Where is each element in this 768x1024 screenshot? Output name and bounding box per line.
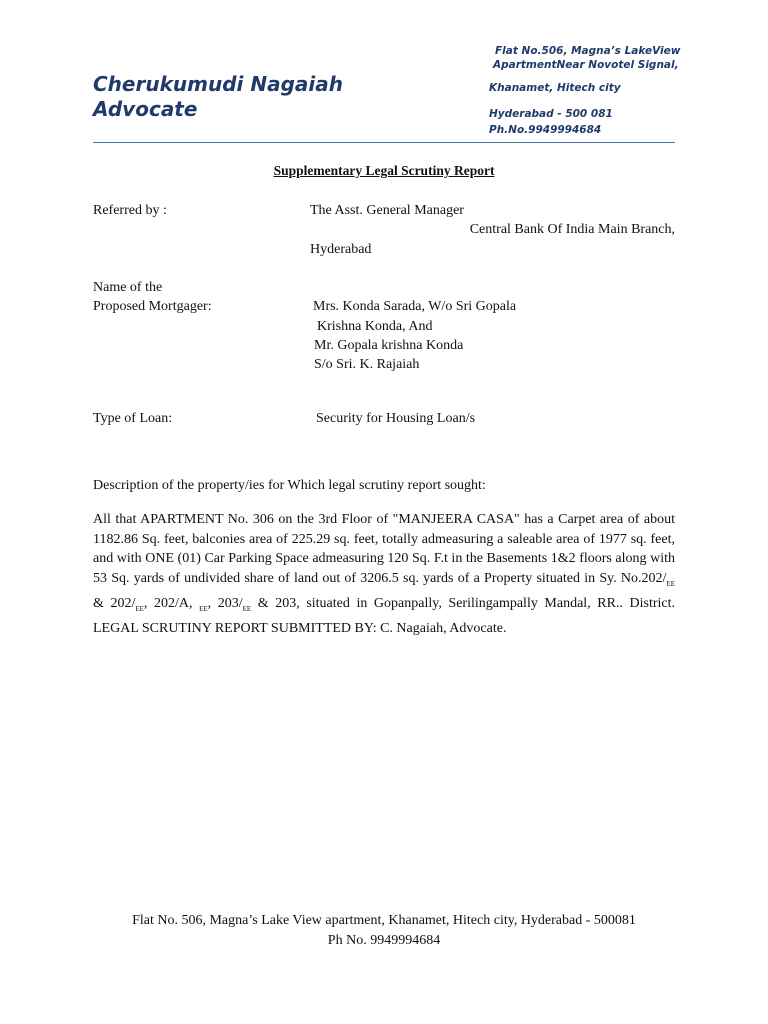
letterhead-divider (93, 142, 675, 143)
letterhead-name (93, 72, 343, 122)
referred-by-label: Referred by : (93, 203, 167, 218)
mortgager-label: Name of the (93, 280, 163, 295)
survey-subscript: EE (199, 604, 208, 613)
letterhead-address-line: Khanamet, Hitech city (489, 82, 621, 94)
description-text: & 202/ (93, 595, 136, 611)
footer-phone: Ph No. 9949994684 (327, 932, 441, 948)
letterhead-phone: Ph.No.9949994684 (489, 124, 602, 136)
survey-subscript: EE (135, 604, 144, 613)
loan-type-value: Security for Housing Loan/s (316, 411, 476, 426)
description-text: , 203/ (207, 595, 243, 611)
mortgager-line: S/o Sri. K. Rajaiah (314, 357, 420, 372)
advocate-name: Cherukumudi Nagaiah (93, 72, 343, 96)
survey-subscript: EE (666, 579, 675, 588)
mortgager-line: Mr. Gopala krishna Konda (314, 338, 464, 353)
advocate-title: Advocate (93, 97, 198, 121)
referred-by-line: Hyderabad (310, 242, 372, 257)
report-title: Supplementary Legal Scrutiny Report (273, 163, 495, 178)
mortgager-line: Krishna Konda, And (317, 319, 433, 334)
letterhead-address-line: Flat No.506, Magna’s LakeView (495, 45, 681, 57)
survey-subscript: EE (242, 604, 252, 613)
loan-type-label: Type of Loan: (93, 411, 173, 426)
letterhead-address-line: Hyderabad - 500 081 (489, 108, 613, 120)
description-text: All that APARTMENT No. 306 on the 3rd Floor of "MANJEERA CASA" has a Carpet area of about 1182.86 Sq. feet, balconies area of 225.29 sq. feet, totally admeasuring a saleable area of 1977 sq. feet, and with ONE (01) Car Parking Space admeasuring 120 Sq. F.t in the Basements 1&2 floors along with 53 Sq. yards of undivided share of land out of 3206.5 sq. yards of a Property situated in Sy. No.202/ (93, 512, 675, 586)
footer-address: Flat No. 506, Magna’s Lake View apartment, Khanamet, Hitech city, Hyderabad - 500081 (132, 913, 636, 928)
description-text: , 202/A, (143, 595, 200, 611)
referred-by-line: Central Bank Of India Main Branch, (469, 222, 675, 237)
mortgager-line: Mrs. Konda Sarada, W/o Sri Gopala (313, 299, 517, 314)
page-footer (0, 911, 768, 950)
letterhead-address-line: ApartmentNear Novotel Signal, (493, 59, 679, 71)
description-text: & 203, situated in Gopanpally, Serilingampally Mandal, RR.. District. LEGAL SCRUTINY REPORT SUBMITTED BY: C. Nagaiah, Advocate. (93, 595, 676, 637)
referred-by-line: The Asst. General Manager (310, 203, 464, 218)
mortgager-label: Proposed Mortgager: (93, 299, 212, 314)
property-description (93, 510, 675, 639)
description-heading: Description of the property/ies for Which legal scrutiny report sought: (93, 478, 486, 493)
